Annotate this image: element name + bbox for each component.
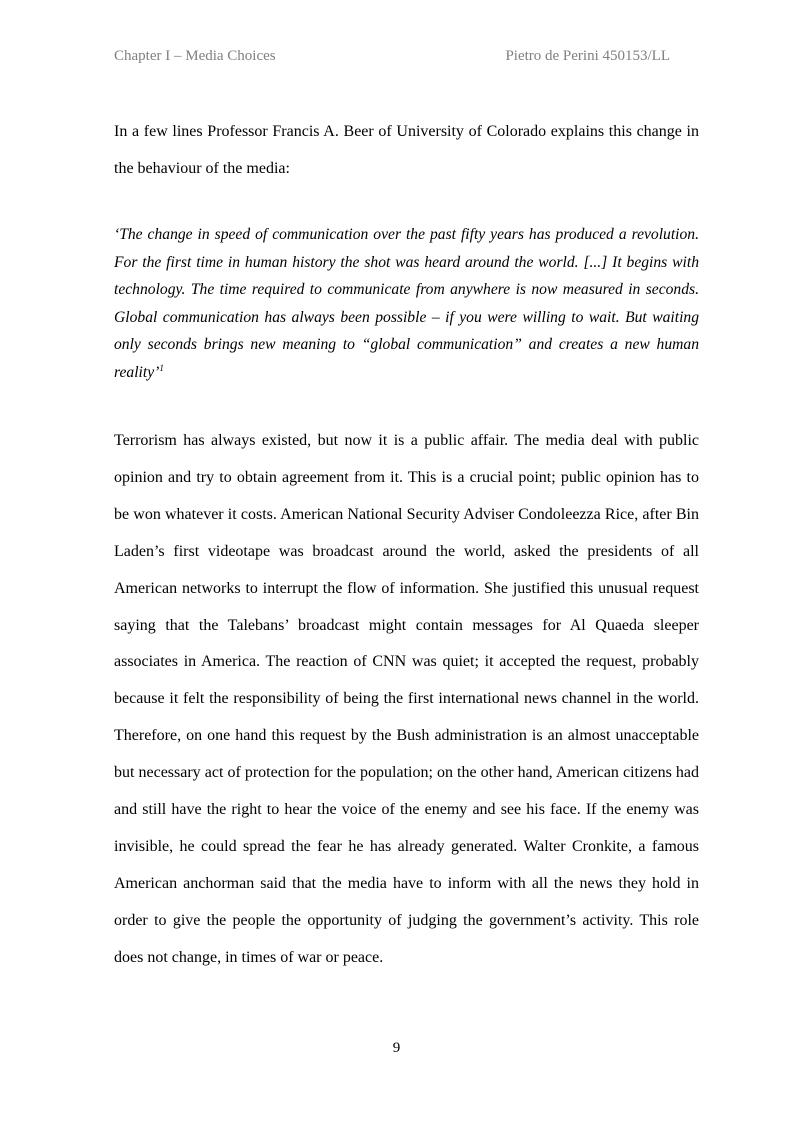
header-chapter-title: Chapter I – Media Choices	[114, 48, 276, 64]
page-number: 9	[392, 1040, 401, 1056]
body-paragraph: Terrorism has always existed, but now it is a public affair. The media deal with public opinion and try to obtain agreement from it. This is a crucial point; public opinion has to be won whatever it costs. American National Security Adviser Condoleezza Rice, after Bin Laden’s first videotape was broadcast around the world, asked the presidents of all American networks to interrupt the flow of information. She justified this unusual request saying that the Talebans’ broadcast might contain messages for Al Quaeda sleeper associates in America. The reaction of CNN was quiet; it accepted the request, probably because it felt the responsibility of being the first international news channel in the world. Therefore, on one hand this request by the Bush administration is an almost unacceptable but necessary act of protection for the population; on the other hand, American citizens had and still have the right to hear the voice of the enemy and see his face. If the enemy was invisible, he could spread the fear he has already generated. Walter Cronkite, a famous American anchorman said that the media have to inform with all the news they hold in order to give the people the opportunity of judging the government’s activity. This role does not change, in times of war or peace.	[114, 432, 699, 966]
intro-paragraph: In a few lines Professor Francis A. Beer of University of Colorado explains this change in the behaviour of the media:	[114, 123, 699, 177]
footnote-reference: 1	[159, 362, 164, 373]
header-author-id: Pietro de Perini 450153/LL	[505, 48, 670, 64]
quote-text: ‘The change in speed of communication over the past fifty years has produced a revolution. For the first time in human history the shot was heard around the world. [...] It begins with technology. The time required to communicate from anywhere is now measured in seconds. Global communication has always been possible – if you were willing to wait. But waiting only seconds brings new meaning to “global communication” and creates a new human reality’	[114, 226, 699, 381]
block-quote	[114, 221, 699, 386]
